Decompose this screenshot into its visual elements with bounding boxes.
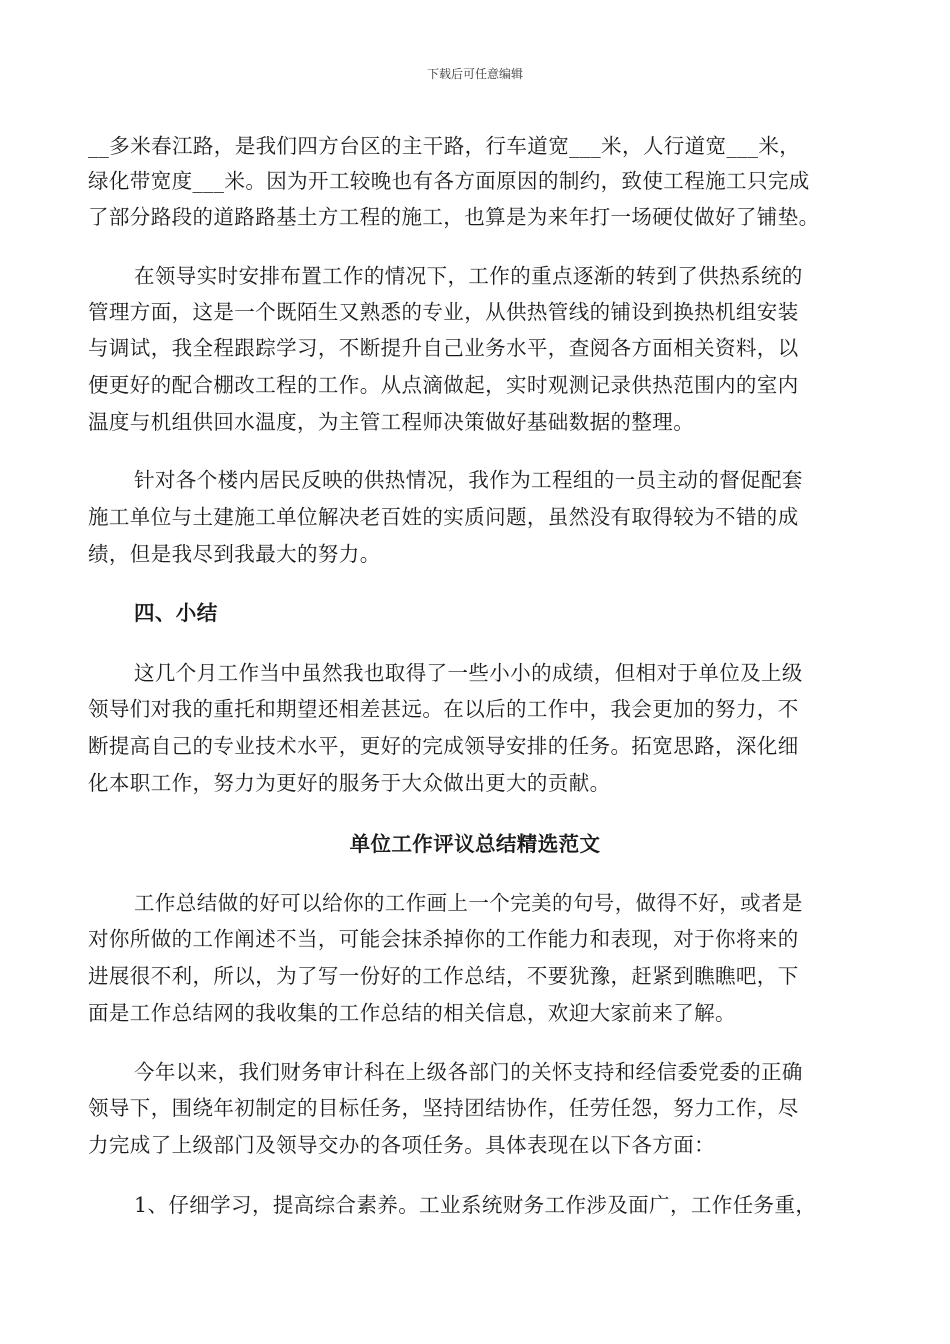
paragraph-line: 温度与机组供回水温度，为主管工程师决策做好基础数据的整理。 (88, 410, 695, 434)
paragraph-line: 工作总结做的好可以给你的工作画上一个完美的句号，做得不好，或者是 (134, 891, 803, 915)
paragraph-line: 管理方面，这是一个既陌生又熟悉的专业，从供热管线的铺设到换热机组安装 (88, 300, 799, 324)
paragraph-line: 这几个月工作当中虽然我也取得了一些小小的成绩，但相对于单位及上级 (134, 661, 803, 685)
paragraph-line: 对你所做的工作阐述不当，可能会抹杀掉你的工作能力和表现，对于你将来的 (88, 927, 799, 951)
paragraph-line: 1、仔细学习，提高综合素养。工业系统财务工作涉及面广，工作任务重， (134, 1193, 817, 1217)
document-title: 单位工作评议总结精选范文 (349, 832, 601, 856)
paragraph-line: 化本职工作，努力为更好的服务于大众做出更大的贡献。 (88, 771, 611, 795)
paragraph-line: 在领导实时安排布置工作的情况下，工作的重点逐渐的转到了供热系统的 (134, 264, 803, 288)
paragraph-line: 便更好的配合棚改工程的工作。从点滴做起，实时观测记录供热范围内的室内 (88, 373, 799, 397)
paragraph-line: 断提高自己的专业技术水平，更好的完成领导安排的任务。拓宽思路，深化细 (88, 734, 799, 758)
page-header: 下载后可任意编辑 (426, 67, 523, 81)
paragraph-line: 领导下，围绕年初制定的目标任务，坚持团结协作，任劳任怨，努力工作，尽 (88, 1096, 799, 1120)
paragraph-line: __多米春江路，是我们四方台区的主干路，行车道宽___米，人行道宽___米， (88, 134, 801, 158)
paragraph-line: 领导们对我的重托和期望还相差甚远。在以后的工作中，我会更加的努力，不 (88, 697, 799, 721)
paragraph-line: 力完成了上级部门及领导交办的各项任务。具体表现在以下各方面： (88, 1133, 715, 1157)
paragraph-line: 绩，但是我尽到我最大的努力。 (88, 542, 381, 566)
paragraph-line: 针对各个楼内居民反映的供热情况，我作为工程组的一员主动的督促配套 (134, 468, 803, 492)
paragraph-line: 施工单位与土建施工单位解决老百姓的实质问题，虽然没有取得较为不错的成 (88, 505, 799, 529)
paragraph-line: 面是工作总结网的我收集的工作总结的相关信息，欢迎大家前来了解。 (88, 1001, 736, 1025)
paragraph-line: 了部分路段的道路路基土方工程的施工，也算是为来年打一场硬仗做好了铺垫。 (88, 205, 820, 229)
paragraph-line: 绿化带宽度___米。因为开工较晚也有各方面原因的制约，致使工程施工只完成 (88, 169, 810, 193)
paragraph-line: 与调试，我全程跟踪学习，不断提升自己业务水平，查阅各方面相关资料，以 (88, 336, 799, 360)
paragraph-line: 进展很不利，所以，为了写一份好的工作总结，不要犹豫，赶紧到瞧瞧吧，下 (88, 964, 799, 988)
section-heading: 四、小结 (134, 601, 218, 625)
paragraph-line: 今年以来，我们财务审计科在上级各部门的关怀支持和经信委党委的正确 (134, 1060, 803, 1084)
